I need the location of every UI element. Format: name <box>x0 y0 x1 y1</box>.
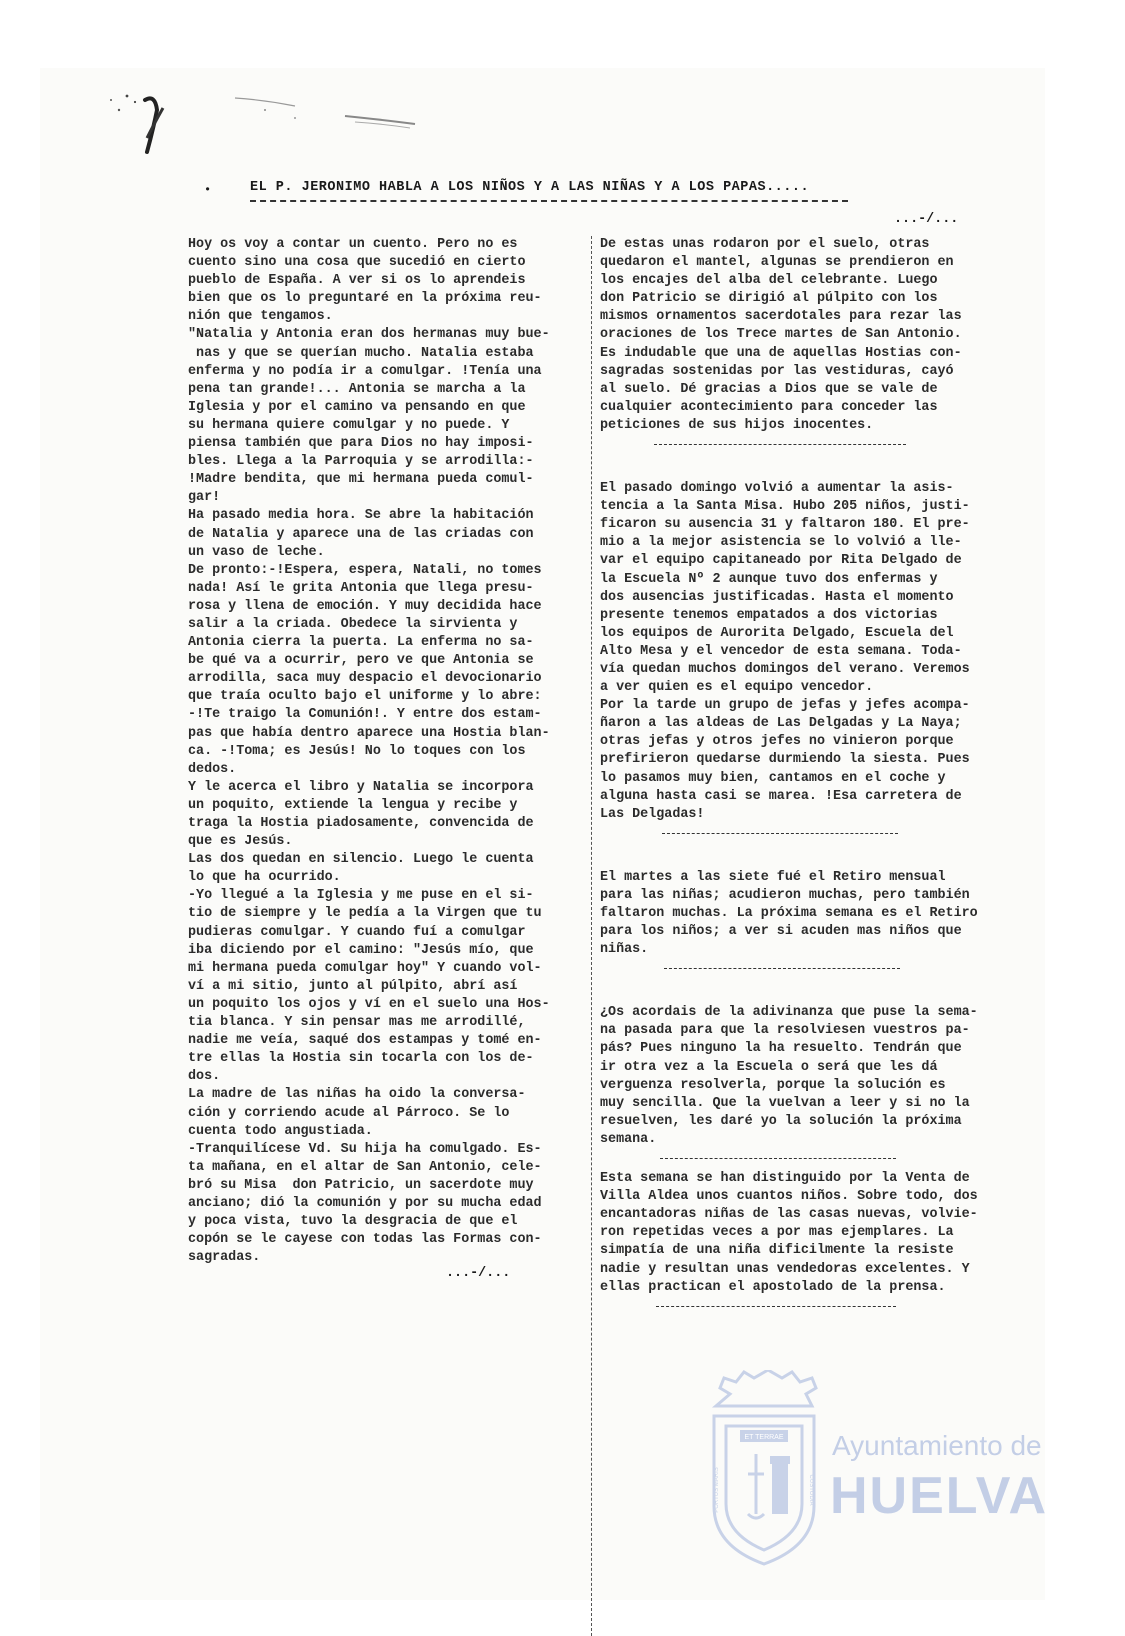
text-line: mi hermana pueda comulgar hoy" Y cuando vol- <box>188 960 542 976</box>
paragraph-block-3 <box>600 869 1040 959</box>
text-line: Villa Aldea unos cuantos niños. Sobre todo, dos <box>600 1189 978 1205</box>
text-line: lo pasamos muy bien, cantamos en el coche y <box>600 770 946 786</box>
text-line: anciano; dió la comunión y por su mucha edad <box>188 1195 542 1211</box>
watermark-line-1: Ayuntamiento de <box>832 1430 1042 1461</box>
left-column <box>188 236 588 1267</box>
text-line: mismos ornamentos sacerdotales para rezar las <box>600 309 962 325</box>
text-line: otras jefas y otros jefes no vinieron porque <box>600 734 954 750</box>
section-separator <box>600 436 1040 454</box>
section-separator <box>600 960 1040 978</box>
text-line: copón se le cayese con todas las Formas con- <box>188 1232 542 1248</box>
shield-left-legend: PORTUS MARIS <box>714 1467 720 1513</box>
text-line: dedos. <box>188 761 237 777</box>
text-line: rosa y llena de emoción. Y muy decidida hace <box>188 598 542 614</box>
continuation-marker-bottom: ...-/... <box>446 1266 511 1281</box>
text-line: La madre de las niñas ha oido la conversa- <box>188 1087 526 1103</box>
text-line: !Madre bendita, que mi hermana pueda comul- <box>188 472 534 488</box>
text-line: quedaron el mantel, algunas se prendieron en <box>600 255 954 271</box>
text-line: De estas unas rodaron por el suelo, otras <box>600 237 930 252</box>
text-line: El martes a las siete fué el Retiro mensual <box>600 869 946 885</box>
text-line: para los niños; a ver si acuden mas niños que <box>600 924 962 940</box>
text-line: ¿Os acordais de la adivinanza que puse la sema- <box>600 1005 978 1021</box>
text-line: arrodilla, saca muy despacio el devocionario <box>188 671 542 687</box>
paragraph-block-1 <box>600 236 1040 435</box>
text-line: mio a la mejor asistencia se lo volvió a lle- <box>600 535 962 551</box>
text-line: Alto Mesa y el vencedor de esta semana. Toda- <box>600 643 962 659</box>
text-line: para las niñas; acudieron muchas, pero también <box>600 887 970 903</box>
text-line: peticiones de sus hijos inocentes. <box>600 417 874 433</box>
text-line: ta mañana, en el altar de San Antonio, cele- <box>188 1159 542 1175</box>
title-underline <box>250 200 848 202</box>
text-line: pás? Pues ninguno la ha resuelto. Tendrán que <box>600 1041 962 1057</box>
text-line: dos. <box>188 1069 221 1085</box>
dot-mark: • <box>204 183 212 197</box>
text-line: los equipos de Aurorita Delgado, Escuela del <box>600 625 954 641</box>
text-line: semana. <box>600 1131 657 1147</box>
text-line: vía quedan muchos domingos del verano. Veremos <box>600 661 970 677</box>
text-line: verguenza resolverla, porque la solución es <box>600 1077 946 1093</box>
text-line: presente tenemos empatados a dos victorias <box>600 607 938 623</box>
text-line: De pronto:-!Espera, espera, Natali, no tomes <box>188 562 542 578</box>
text-line: lo que ha ocurrido. <box>188 870 341 886</box>
text-line: cualquier acontecimiento para conceder las <box>600 399 938 415</box>
text-line: nión que tengamos. <box>188 309 333 325</box>
column-divider <box>591 236 592 1636</box>
text-line: un vaso de leche. <box>188 544 325 560</box>
text-line: salir a la criada. Obedece la sirvienta y <box>188 616 518 632</box>
text-line: "Natalia y Antonia eran dos hermanas muy bue- <box>188 327 550 343</box>
ink-smudge <box>105 88 445 158</box>
text-line: tre ellas la Hostia sin tocarla con los de- <box>188 1051 534 1067</box>
paragraph-block-2 <box>600 480 1040 824</box>
text-line: pas que había dentro aparece una Hostia blan- <box>188 725 550 741</box>
text-line: que traía oculto bajo el uniforme y lo abre: <box>188 689 542 705</box>
text-line: nadie me veía, saqué dos estampas y tomé en- <box>188 1033 542 1049</box>
text-line: nas y que se querían mucho. Natalia estaba <box>188 345 534 361</box>
text-line: al suelo. Dé gracias a Dios que se vale de <box>600 381 938 397</box>
shield-right-legend: CUSTODIA <box>808 1474 814 1506</box>
text-line: piensa también que para Dios no hay imposi- <box>188 436 534 452</box>
text-line: tio de siempre y le pedía a la Virgen que tu <box>188 906 542 922</box>
text-line: niñas. <box>600 942 649 958</box>
text-line: ción y corriendo acude al Párroco. Se lo <box>188 1105 510 1121</box>
text-line: ron repetidas veces a por mas ejemplares. La <box>600 1225 954 1241</box>
text-line: bien que os lo preguntaré en la próxima reu- <box>188 291 542 307</box>
text-line: un poquito los ojos y ví en el suelo una Hos- <box>188 996 550 1012</box>
text-line: cuenta todo angustiada. <box>188 1123 373 1139</box>
text-line: Es indudable que una de aquellas Hostias con- <box>600 345 962 361</box>
text-line: nadie y resultan unas vendedoras excelentes. Y <box>600 1261 970 1277</box>
text-line: -!Te traigo la Comunión!. Y entre dos estam- <box>188 707 542 723</box>
paragraph-block-5 <box>600 1170 1040 1297</box>
text-line: be qué va a ocurrir, pero ve que Antonia se <box>188 653 534 669</box>
watermark-line-2: HUELVA <box>830 1467 1049 1525</box>
section-separator <box>600 1298 1040 1316</box>
paragraph-block-4 <box>600 1004 1040 1149</box>
text-line: gar! <box>188 490 221 506</box>
right-column <box>600 236 1040 1318</box>
text-line: Las Delgadas! <box>600 806 705 822</box>
text-line: su hermana quiere comulgar y no puede. Y <box>188 417 510 433</box>
text-line: nada! Así le grita Antonia que llega presu- <box>188 580 534 596</box>
text-line: bró su Misa don Patricio, un sacerdote muy <box>188 1177 534 1193</box>
text-line: Hoy os voy a contar un cuento. Pero no es <box>188 237 518 252</box>
text-line: dos ausencias justificadas. Hasta el momento <box>600 589 954 605</box>
text-line: ví a mi sitio, junto al púlpito, abrí así <box>188 978 518 994</box>
text-line: Ha pasado media hora. Se abre la habitación <box>188 508 534 524</box>
text-line: los encajes del alba del celebrante. Luego <box>600 273 938 289</box>
text-line: Por la tarde un grupo de jefas y jefes acompa- <box>600 698 970 714</box>
text-line: -Tranquilícese Vd. Su hija ha comulgado. Es- <box>188 1141 542 1157</box>
text-line: ellas practican el apostolado de la prensa. <box>600 1279 946 1295</box>
text-line: Iglesia y por el camino va pensando en que <box>188 399 526 415</box>
text-line: El pasado domingo volvió a aumentar la asis- <box>600 481 954 497</box>
text-line: na pasada para que la resolviesen vuestros pa- <box>600 1023 970 1039</box>
text-line: -Yo llegué a la Iglesia y me puse en el si- <box>188 888 534 904</box>
text-line: oraciones de los Trece martes de San Antonio. <box>600 327 962 343</box>
text-line: pueblo de España. A ver si os lo aprendeis <box>188 273 526 289</box>
text-line: don Patricio se dirigió al púlpito con los <box>600 291 938 307</box>
text-line: Y le acerca el libro y Natalia se incorpora <box>188 779 534 795</box>
text-line: muy sencilla. Que la vuelvan a leer y si no la <box>600 1095 970 1111</box>
text-line: ca. -!Toma; es Jesús! No lo toques con los <box>188 743 526 759</box>
text-line: Esta semana se han distinguido por la Venta de <box>600 1171 970 1187</box>
text-line: pena tan grande!... Antonia se marcha a la <box>188 381 526 397</box>
continuation-marker-top: ...-/... <box>894 212 959 227</box>
text-line: Antonia cierra la puerta. La enferma no sa- <box>188 635 534 651</box>
text-line: tencia a la Santa Misa. Hubo 205 niños, justi- <box>600 499 970 515</box>
text-line: tia blanca. Y sin pensar mas me arrodillé, <box>188 1015 526 1031</box>
text-line: de Natalia y aparece una de las criadas con <box>188 526 534 542</box>
text-line: a ver quien es el equipo vencedor. <box>600 680 874 696</box>
text-line: un poquito, extiende la lengua y recibe y <box>188 797 518 813</box>
text-line: ñaron a las aldeas de Las Delgadas y La Naya; <box>600 716 962 732</box>
text-line: var el equipo capitaneado por Rita Delgado de <box>600 553 962 569</box>
text-line: sagradas sostenidas por las vestiduras, cayó <box>600 363 954 379</box>
text-line: cuento sino una cosa que sucedió en cierto <box>188 255 526 271</box>
text-line: faltaron muchas. La próxima semana es el Retiro <box>600 906 978 921</box>
text-line: ficaron su ausencia 31 y faltaron 180. El pre- <box>600 517 970 533</box>
text-line: traga la Hostia piadosamente, convencida de <box>188 816 534 831</box>
text-line: la Escuela Nº 2 aunque tuvo dos enfermas y <box>600 571 938 587</box>
text-line: y poca vista, tuvo la desgracia de que el <box>188 1214 518 1230</box>
section-separator <box>600 825 1040 843</box>
shield-motto: ET TERRAE <box>744 1434 784 1441</box>
text-line: enferma y no podía ir a comulgar. !Tenía una <box>188 363 542 379</box>
text-line: resuelven, les daré yo la solución la próxima <box>600 1113 962 1129</box>
text-line: Las dos quedan en silencio. Luego le cuenta <box>188 852 534 868</box>
text-line: simpatía de una niña dificilmente la resiste <box>600 1243 954 1259</box>
section-separator <box>600 1150 1040 1168</box>
text-line: ir otra vez a la Escuela o será que les dá <box>600 1059 938 1075</box>
text-line: sagradas. <box>188 1250 261 1266</box>
text-line: bles. Llega a la Parroquia y se arrodilla:- <box>188 454 534 470</box>
text-line: que es Jesús. <box>188 834 293 850</box>
text-line: alguna hasta casi se marea. !Esa carretera de <box>600 788 962 804</box>
page-title: EL P. JERONIMO HABLA A LOS NIÑOS Y A LAS NIÑAS Y A LOS PAPAS..... <box>250 180 810 195</box>
text-line: iba diciendo por el camino: "Jesús mío, que <box>188 942 534 958</box>
text-line: prefirieron quedarse durmiendo la siesta. Pues <box>600 752 970 768</box>
text-line: encantadoras niñas de las casas nuevas, volvie- <box>600 1207 978 1223</box>
text-line: pudieras comulgar. Y cuando fuí a comulgar <box>188 924 526 940</box>
